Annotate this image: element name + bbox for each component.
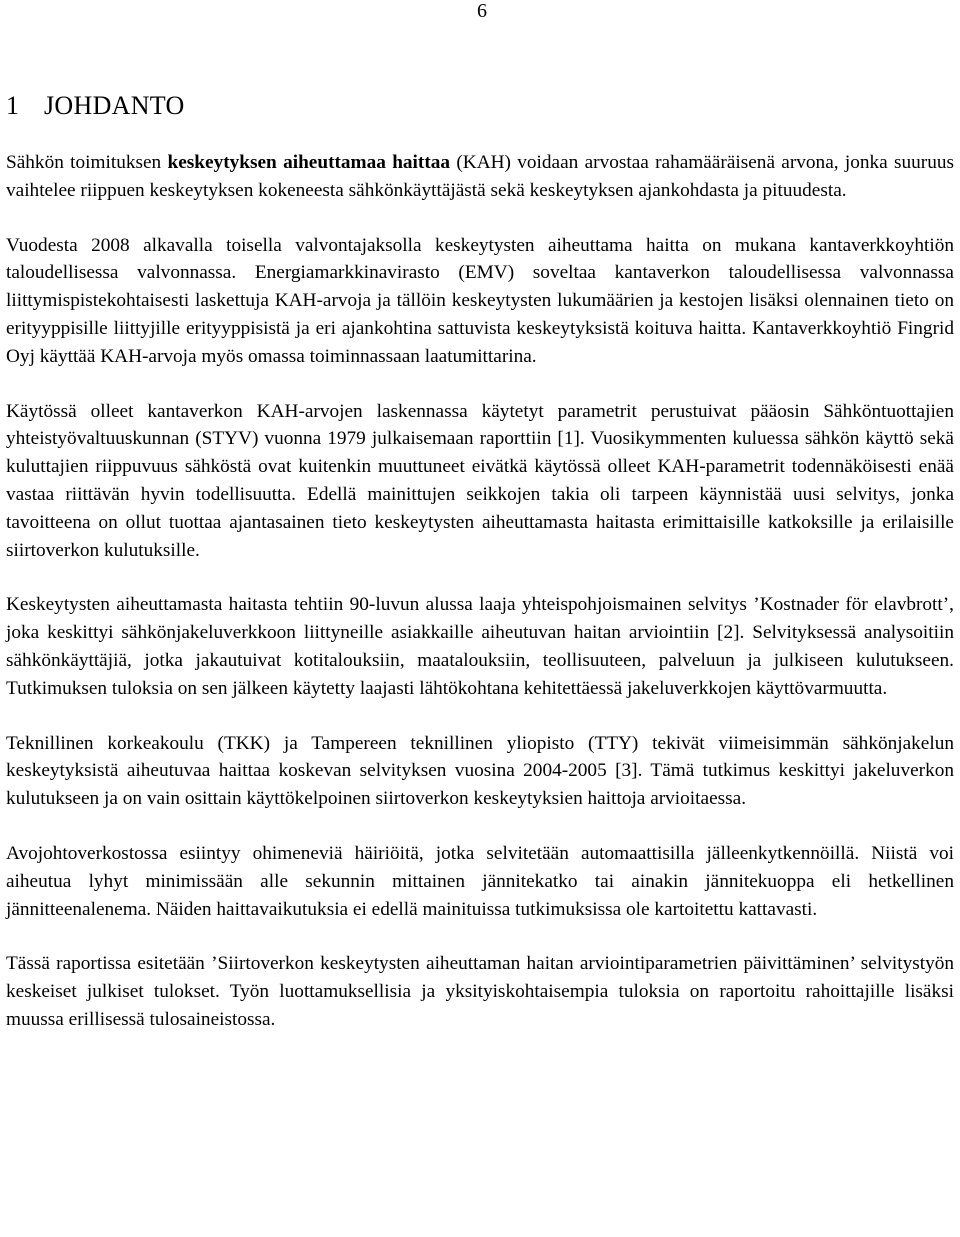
paragraph-5: Teknillinen korkeakoulu (TKK) ja Tampereen teknillinen yliopisto (TTY) tekivät viimeisimmän sähkönjakelun keskeytyksistä aiheutuvaa haittaa koskevan selvityksen vuosina 2004-2005 [3]. Tämä tutkimus keskittyi jakeluverkon kulutukseen ja on vain osittain käyttökelpoinen siirtoverkon keskeytyksien haittoja arvioitaessa. bbox=[6, 732, 954, 810]
section-title: JOHDANTO bbox=[44, 91, 185, 120]
paragraph-1-intro: Sähkön toimituksen bbox=[6, 152, 168, 173]
paragraph-6: Avojohtoverkostossa esiintyy ohimeneviä häiriöitä, jotka selvitetään automaattisilla jälleenkytkennöillä. Niistä voi aiheutua lyhyt minimissään alle sekunnin mittainen jännitekatko tai ainakin jännitekuoppa eli hetkellinen jännitteenalenema. Näiden haittavaikutuksia ei edellä mainituissa tutkimuksissa ole kartoitettu kattavasti. bbox=[6, 842, 954, 920]
page-number: 6 bbox=[477, 0, 487, 22]
paragraph-3: Käytössä olleet kantaverkon KAH-arvojen laskennassa käytetyt parametrit perustuivat pääosin Sähköntuottajien yhteistyövaltuuskunnan (STYV) vuonna 1979 julkaisemaan raporttiin [1]. Vuosikymmenten kuluessa sähkön käyttö sekä kuluttajien riippuvuus sähköstä ovat kuitenkin muuttuneet eivätkä käytössä olleet KAH-parametrit todennäköisesti enää vastaa riittävän hyvin todellisuutta. Edellä mainittujen seikkojen takia oli tarpeen käynnistää uusi selvitys, jonka tavoitteena on ollut tuottaa ajantasainen tieto keskeytysten aiheuttamasta haitasta erimittaisille katkoksille ja erilaisille siirtoverkon kulutuksille. bbox=[6, 400, 954, 561]
paragraph-1 bbox=[6, 149, 954, 205]
paragraph-1-rest: (KAH) voidaan arvostaa rahamääräisenä arvona, jonka suuruus vaihtelee riippuen keskeytyksen kokeneesta sähkönkäyttäjästä sekä keskeytyksen ajankohdasta ja pituudesta. bbox=[6, 152, 954, 201]
section-number: 1 bbox=[6, 91, 20, 120]
paragraph-7: Tässä raportissa esitetään ’Siirtoverkon keskeytysten aiheuttaman haitan arviointiparametrien päivittäminen’ selvitystyön keskeiset julkiset tulokset. Työn luottamuksellisia ja yksityiskohtaisempia tuloksia on raportoitu rahoittajille lisäksi muussa erillisessä tulosaineistossa. bbox=[6, 953, 954, 1030]
document-body bbox=[6, 90, 954, 1061]
paragraph-4: Keskeytysten aiheuttamasta haitasta tehtiin 90-luvun alussa laaja yhteispohjoismainen selvitys ’Kostnader för elavbrott’, joka keskittyi sähkönjakeluverkkoon liittyneille asiakkaille aiheutuvan haitan arviointiin [2]. Selvityksessä analysoitiin sähkönkäyttäjiä, jotka jakautuivat kotitalouksiin, maatalouksiin, teollisuuteen, palveluun ja julkiseen kulutukseen. Tutkimuksen tuloksia on sen jälkeen käytetty laajasti lähtökohtana kehitettäessä jakeluverkkojen käyttövarmuutta. bbox=[6, 594, 954, 699]
paragraph-1-bold-term: keskeytyksen aiheuttamaa haittaa bbox=[167, 152, 451, 173]
section-heading bbox=[6, 90, 954, 122]
paragraph-2: Vuodesta 2008 alkavalla toisella valvontajaksolla keskeytysten aiheuttama haitta on mukana kantaverkkoyhtiön taloudellisessa valvonnassa. Energiamarkkinavirasto (EMV) soveltaa kantaverkon taloudellisessa valvonnassa liittymispistekohtaisesti laskettuja KAH-arvoja ja tällöin keskeytysten lukumäärien ja kestojen lisäksi olennainen tieto on erityyppisille liittyjille erityyppisistä ja eri ajankohtina sattuvista keskeytyksistä koituva haitta. Kantaverkkoyhtiö Fingrid Oyj käyttää KAH-arvoja myös omassa toiminnassaan laatumittarina. bbox=[6, 234, 954, 367]
